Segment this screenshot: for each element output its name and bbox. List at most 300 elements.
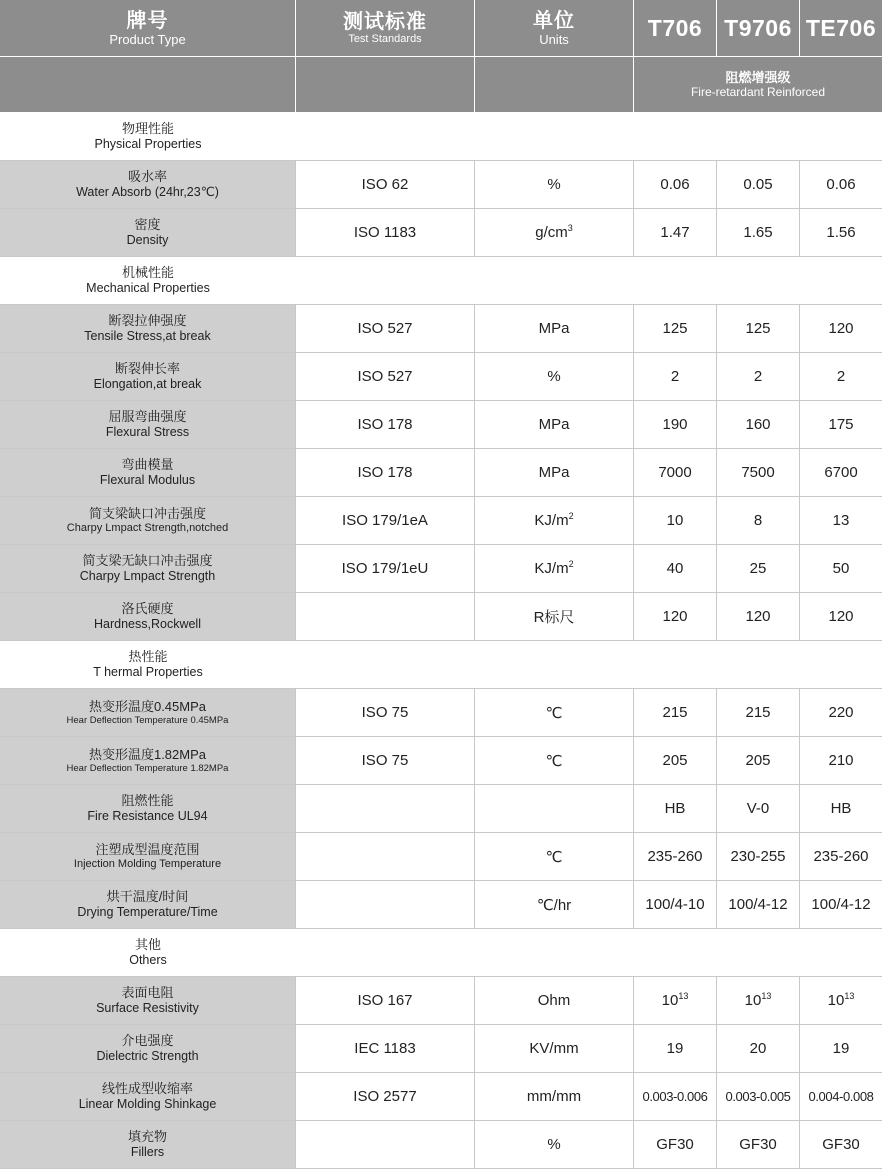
unit-value [534,606,575,627]
property-name-en: Hear Deflection Temperature 0.45MPa [66,714,229,726]
value-base: 125 [745,320,771,337]
test-standard-value: ISO 75 [361,752,409,769]
grade-value-text [828,320,853,337]
units-header [475,0,634,56]
table-row [0,497,882,545]
test-standard [296,449,475,496]
unit [475,977,634,1024]
grade-value [800,689,882,736]
unit-text: Ohm [537,992,571,1009]
grade-value-text [822,1136,860,1153]
grade-value-text [826,176,855,193]
grade-value [634,449,717,496]
property-name-zh: 密度 [134,217,161,232]
unit-value [538,992,571,1009]
value-base: 2 [670,368,680,385]
grade-value [634,497,717,544]
value-base: 125 [662,320,688,337]
value-base: 210 [828,752,854,769]
grade-value [717,881,800,928]
table-row [0,881,882,929]
property-name [0,161,296,208]
section-title-en: Physical Properties [94,137,202,151]
unit [475,353,634,400]
property-name [0,1121,296,1168]
value-base: 215 [745,704,771,721]
value-base: 100/4-10 [645,896,705,913]
property-name [0,833,296,880]
value-base: 0.06 [826,176,856,193]
property-name-en: Drying Temperature/Time [77,905,218,919]
grade-value-text [831,800,852,817]
value-base: 230-255 [730,848,786,865]
grade-value [717,497,800,544]
unit [475,689,634,736]
unit [475,785,634,832]
value-base: 40 [666,560,684,577]
category-cell [634,57,882,112]
grade-value [634,1121,717,1168]
grade-value-text [743,224,772,241]
empty-header-cell [0,57,296,112]
property-name [0,449,296,496]
table-row [0,161,882,209]
unit-value [535,224,573,241]
table-row [0,977,882,1025]
value-base: 160 [745,416,771,433]
unit-value [547,176,560,193]
property-name [0,881,296,928]
grade-value [800,737,882,784]
unit-text: g/cm [535,224,568,241]
unit-text: KJ/m [534,512,569,529]
test-standard [296,497,475,544]
grade-value [800,545,882,592]
grade-value [634,353,717,400]
property-name-en: Charpy Lmpact Strength,notched [66,522,229,534]
grade-value [800,593,882,640]
grade-value [717,401,800,448]
value-base: 7000 [658,464,692,481]
unit-text: ℃ [545,752,563,770]
unit-text: ℃ [545,704,563,722]
property-name [0,1025,296,1072]
grade-value [717,833,800,880]
section-title-zh: 物理性能 [121,121,174,136]
unit [475,401,634,448]
grade-value [634,209,717,256]
grade-value-text [828,992,855,1009]
property-name-zh: 简支梁缺口冲击强度 [88,506,206,521]
grade-value [717,161,800,208]
unit-value [546,848,563,866]
property-name-zh: 线性成型收缩率 [101,1081,193,1096]
section-title [0,929,296,976]
property-name-zh: 简支梁无缺口冲击强度 [82,553,213,568]
table-body [0,113,882,1169]
property-name-zh: 弯曲模量 [121,457,174,472]
test-standard-value: ISO 2577 [353,1088,417,1105]
table-row [0,545,882,593]
grade-header [800,0,882,56]
grade-value-text [750,1040,767,1057]
property-name-zh: 热变形温度1.82MPa [88,746,207,762]
property-name-en: Hear Deflection Temperature 1.82MPa [66,762,229,774]
value-base: 220 [828,704,854,721]
grade-value-text [828,752,853,769]
value-exponent: 13 [761,991,772,1001]
unit-value [546,752,563,770]
test-standard-value: ISO 527 [357,320,413,337]
grade-value-text [743,176,772,193]
unit-value [546,704,563,722]
unit-value [539,320,570,337]
grade-value-text [667,512,684,529]
property-name [0,497,296,544]
property-name-zh: 注塑成型温度范围 [95,842,200,857]
value-base: 10 [666,512,684,529]
grade-value-text [662,704,687,721]
table-row [0,353,882,401]
test-standard [296,401,475,448]
grade-value [717,593,800,640]
unit [475,161,634,208]
table-row [0,209,882,257]
section-header [0,641,882,689]
test-standard [296,545,475,592]
value-base: 0.004-0.008 [808,1089,874,1104]
table-row [0,401,882,449]
value-base: 10 [661,992,679,1009]
grade-value-text [662,320,687,337]
unit-superscript: 2 [568,511,574,521]
table-row [0,833,882,881]
unit [475,1121,634,1168]
value-base: 2 [753,368,763,385]
grade-value [717,737,800,784]
grade-value-text [745,608,770,625]
grade-value [717,1073,800,1120]
section-header [0,113,882,161]
grade-value-text [837,368,845,385]
grade-header [634,0,717,56]
grade-value-text [833,560,850,577]
unit-text: R标尺 [533,609,575,626]
test-standard [296,305,475,352]
grade-value [634,1073,717,1120]
grade-value [634,833,717,880]
grade-value-text [747,800,770,817]
grade-value-text [826,224,855,241]
grade-value [634,689,717,736]
value-base: 175 [828,416,854,433]
table-row [0,1121,882,1169]
test-standard-value: ISO 527 [357,368,413,385]
grade-value-text [745,704,770,721]
value-base: 120 [828,608,854,625]
table-row [0,737,882,785]
test-standard-value: ISO 167 [357,992,413,1009]
unit-value [534,512,573,529]
grade-value-text [745,320,770,337]
grade-value-text [645,896,704,913]
grade-value-text [741,464,774,481]
header-row [0,0,882,57]
property-name-zh: 屈服弯曲强度 [108,409,187,424]
section-title-zh: 机械性能 [121,265,174,280]
unit-text: % [547,176,561,193]
value-base: 0.003-0.005 [725,1089,791,1104]
unit-value [529,1040,578,1057]
unit-text: KV/mm [529,1040,579,1057]
unit-text: mm/mm [526,1088,582,1105]
grade-value [634,401,717,448]
grade-value [800,833,882,880]
test-standard [296,209,475,256]
grade-value [634,593,717,640]
category-en: Fire-retardant Reinforced [690,85,826,99]
grade-value [717,545,800,592]
grade-value-text [754,368,762,385]
grade-value-text [745,992,772,1009]
grade-value [717,1025,800,1072]
unit-value [539,416,570,433]
test-standard-value: ISO 178 [357,416,413,433]
grade-value-text [662,752,687,769]
grade-value-text [824,464,857,481]
grade-value [717,1121,800,1168]
property-name-en: Elongation,at break [93,377,202,391]
grade-value [634,737,717,784]
value-base: 7500 [741,464,775,481]
grade-label: T706 [647,14,703,41]
product-type-zh: 牌号 [126,9,169,32]
unit-text: MPa [538,320,570,337]
property-name-zh: 吸水率 [127,169,167,184]
grade-value [717,785,800,832]
product-type-header [0,0,296,56]
value-base: HB [830,800,852,817]
grade-value-text [813,848,868,865]
section-title-en: Mechanical Properties [86,281,210,295]
grade-value [800,449,882,496]
grade-value-text [665,800,686,817]
grade-value-text [658,464,691,481]
grade-value-text [656,1136,694,1153]
unit-superscript: 2 [568,559,574,569]
unit [475,737,634,784]
value-base: 215 [662,704,688,721]
value-base: 19 [832,1040,850,1057]
unit-text: % [547,368,561,385]
property-name [0,209,296,256]
property-name-zh: 阻燃性能 [121,793,174,808]
unit [475,881,634,928]
grade-value [800,977,882,1024]
unit-value [547,1136,560,1153]
property-name-en: Flexural Modulus [99,473,196,487]
value-exponent: 13 [844,991,855,1001]
grade-value-text [726,1089,791,1104]
value-base: 0.05 [743,176,773,193]
test-standard [296,161,475,208]
grade-value-text [730,848,785,865]
value-base: 8 [753,512,763,529]
value-base: 1.56 [826,224,856,241]
test-standard [296,1073,475,1120]
test-standard-value: ISO 1183 [353,224,417,241]
section-header [0,929,882,977]
value-base: 0.06 [660,176,690,193]
grade-value [717,689,800,736]
value-base: 20 [749,1040,767,1057]
property-name-zh: 表面电阻 [121,985,174,1000]
property-name-en: Fire Resistance UL94 [87,809,208,823]
property-name-en: Injection Molding Temperature [73,858,222,870]
product-type-en: Product Type [109,31,186,47]
property-name [0,305,296,352]
test-standard-value: ISO 179/1eU [341,560,429,577]
value-exponent: 13 [678,991,689,1001]
property-name [0,1073,296,1120]
grade-label: TE706 [805,14,877,41]
value-base: 100/4-12 [811,896,871,913]
test-standard [296,593,475,640]
property-name-en: Tensile Stress,at break [84,329,211,343]
property-name-en: Dielectric Strength [96,1049,199,1063]
grade-value [800,497,882,544]
grade-value-text [662,992,689,1009]
value-base: 120 [828,320,854,337]
grade-value-text [828,704,853,721]
value-base: 25 [749,560,767,577]
value-base: 19 [666,1040,684,1057]
test-standards-en: Test Standards [348,32,422,45]
grade-value-text [739,1136,777,1153]
test-standard [296,1025,475,1072]
empty-header-cell [296,57,475,112]
unit-value [539,464,570,481]
empty-header-cell [475,57,634,112]
unit-text: MPa [538,416,570,433]
grade-value-text [660,176,689,193]
table-row [0,449,882,497]
test-standard-value: IEC 1183 [354,1040,416,1057]
test-standard [296,833,475,880]
value-base: 2 [836,368,846,385]
unit [475,1073,634,1120]
value-base: GF30 [656,1136,694,1153]
unit [475,545,634,592]
grade-value-text [662,608,687,625]
unit-text: ℃/hr [536,896,572,914]
unit-superscript: 3 [567,223,573,233]
grade-value [800,1025,882,1072]
property-name-zh: 烘干温度/时间 [106,889,189,904]
grade-value [800,305,882,352]
value-base: HB [664,800,686,817]
value-base: GF30 [739,1136,777,1153]
unit [475,449,634,496]
value-base: 120 [662,608,688,625]
property-name-zh: 洛氏硬度 [121,601,174,616]
property-name [0,737,296,784]
grade-value [800,161,882,208]
value-base: 190 [662,416,688,433]
category-zh: 阻燃增强级 [725,70,791,85]
property-name [0,401,296,448]
grade-value [634,305,717,352]
section-header [0,257,882,305]
grade-value-text [667,560,684,577]
section-title-zh: 热性能 [128,649,168,664]
property-name [0,353,296,400]
property-name-zh: 热变形温度0.45MPa [88,698,207,714]
unit-text: MPa [538,464,570,481]
value-base: 205 [745,752,771,769]
value-base: 10 [744,992,762,1009]
unit-value [547,368,560,385]
grade-value [800,881,882,928]
unit-value [537,896,571,914]
grade-value-text [660,224,689,241]
unit [475,833,634,880]
value-base: GF30 [822,1136,860,1153]
grade-value-text [833,512,850,529]
test-standards-header [296,0,475,56]
unit [475,305,634,352]
grade-value [717,977,800,1024]
grade-value [717,449,800,496]
unit-value [527,1088,581,1105]
property-name-zh: 断裂伸长率 [114,361,180,376]
test-standard-value: ISO 179/1eA [342,512,428,529]
property-name [0,545,296,592]
grade-value [800,1121,882,1168]
section-title-en: T hermal Properties [93,665,203,679]
value-base: 50 [832,560,850,577]
grade-value [634,881,717,928]
grade-value-text [671,368,679,385]
section-title-en: Others [129,953,167,967]
test-standard [296,881,475,928]
grade-value-text [745,416,770,433]
property-name-en: Surface Resistivity [96,1001,199,1015]
grade-value-text [667,1040,684,1057]
grade-value-text [809,1089,874,1104]
test-standard-value: ISO 178 [357,464,413,481]
grade-value-text [828,608,853,625]
table-row [0,1025,882,1073]
grade-value-text [833,1040,850,1057]
property-name [0,785,296,832]
units-en: Units [539,31,569,47]
unit [475,209,634,256]
value-base: 0.003-0.006 [642,1089,708,1104]
section-title-zh: 其他 [134,937,161,952]
grade-value [634,977,717,1024]
grade-value-text [754,512,762,529]
grade-value [717,353,800,400]
grade-value [800,353,882,400]
grade-value [634,161,717,208]
grade-value-text [745,752,770,769]
unit [475,593,634,640]
grade-value-text [728,896,787,913]
grade-value [800,209,882,256]
unit-value [534,560,573,577]
table-row [0,593,882,641]
